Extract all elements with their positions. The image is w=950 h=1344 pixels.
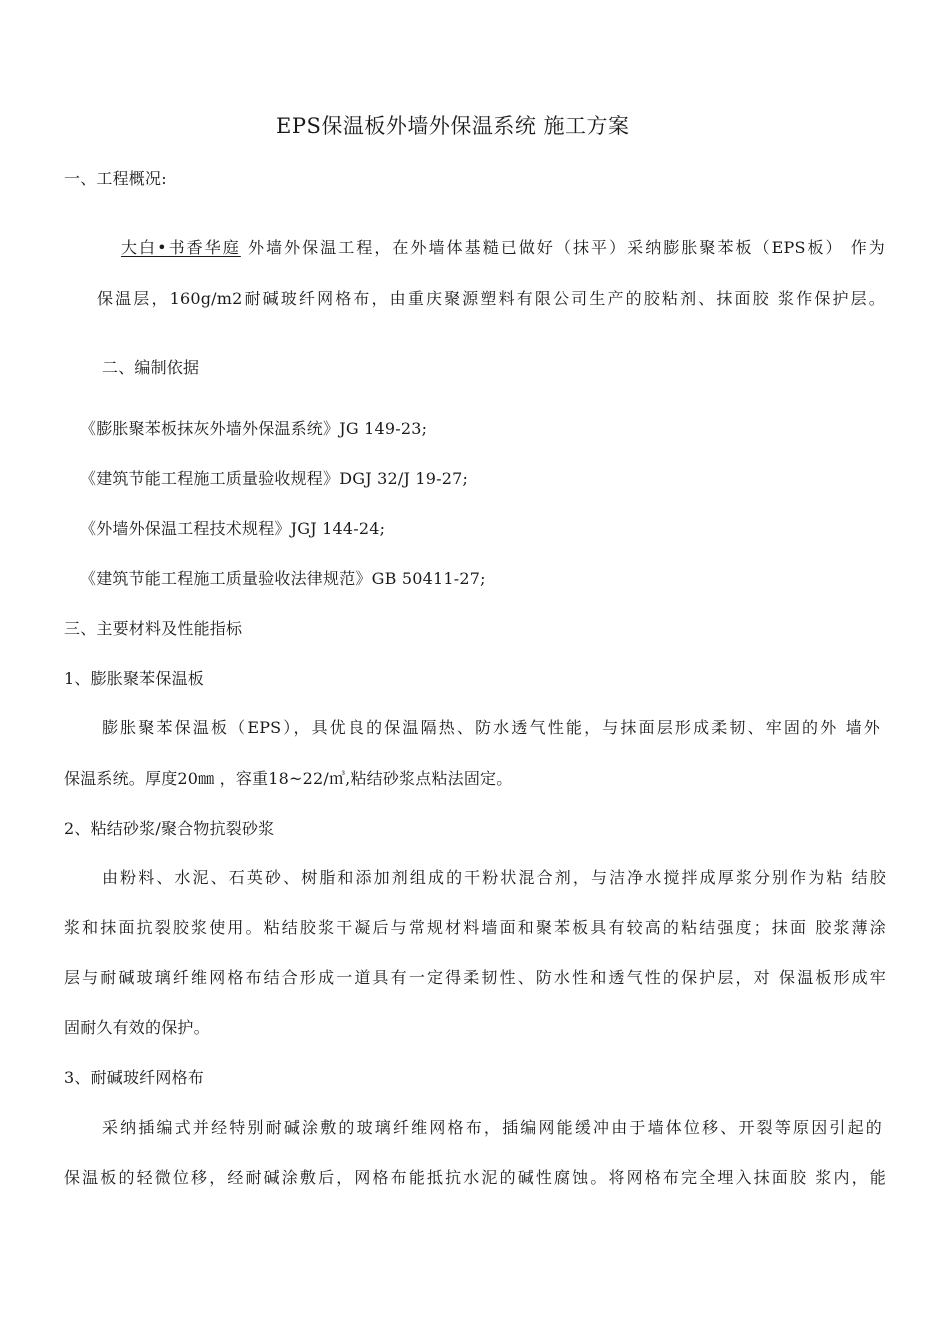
- overview-paragraph-line-1: [121, 237, 885, 259]
- reference-item: 《膨胀聚苯板抹灰外墙外保温系统》JG 149-23;: [80, 419, 428, 438]
- overview-line-1-text: 外墙外保温工程，在外墙体基糙已做好（抹平）采纳膨胀聚苯板（EPS板） 作为: [240, 238, 885, 257]
- mortar-paragraph-line: 固耐久有效的保护。: [64, 1018, 210, 1037]
- reference-item: 《建筑节能工程施工质量验收法律规范》GB 50411-27;: [80, 569, 486, 588]
- document-title: EPS保温板外墙外保温系统 施工方案: [276, 114, 630, 138]
- mesh-paragraph-line: 采纳插编式并经特别耐碱涂敷的玻璃纤维网格布，插编网能缓冲由于墙体位移、开裂等原因引起的: [102, 1118, 882, 1137]
- reference-item: 《外墙外保温工程技术规程》JGJ 144-24;: [80, 519, 386, 538]
- section-heading-materials: 三、主要材料及性能指标: [64, 619, 243, 638]
- material-heading-mortar: 2、粘结砂浆/聚合物抗裂砂浆: [64, 819, 275, 838]
- material-heading-mesh: 3、耐碱玻纤网格布: [64, 1068, 204, 1087]
- mesh-paragraph-line: 保温板的轻微位移，经耐碱涂敷后，网格布能抵抗水泥的碱性腐蚀。将网格布完全埋入抹面胶 浆内，能: [64, 1168, 886, 1187]
- eps-paragraph-line: 保温系统。厚度20㎜ ，容重18~22/㎥,粘结砂浆点粘法固定。: [64, 769, 513, 788]
- section-heading-basis: 二、编制依据: [102, 358, 200, 377]
- material-heading-eps: 1、膨胀聚苯保温板: [64, 669, 204, 688]
- mortar-paragraph-line: 由粉料、水泥、石英砂、树脂和添加剂组成的干粉状混合剂，与洁净水搅拌成厚浆分别作为粘 结胶: [102, 868, 886, 887]
- overview-paragraph-line-2: 保温层，160g/m2耐碱玻纤网格布，由重庆聚源塑料有限公司生产的胶粘剂、抹面胶 浆作保护层。: [97, 289, 885, 308]
- mortar-paragraph-line: 层与耐碱玻璃纤维网格布结合形成一道具有一定得柔韧性、防水性和透气性的保护层，对 保温板形成牢: [64, 968, 886, 987]
- mortar-paragraph-line: 浆和抹面抗裂胶浆使用。粘结胶浆干凝后与常规材料墙面和聚苯板具有较高的粘结强度；抹面 胶浆薄涂: [64, 918, 886, 937]
- reference-item: 《建筑节能工程施工质量验收规程》DGJ 32/J 19-27;: [80, 469, 469, 488]
- section-heading-overview: 一、工程概况:: [64, 169, 167, 188]
- project-name: 大白•书香华庭: [121, 238, 241, 257]
- eps-paragraph-line: 膨胀聚苯保温板（EPS），具优良的保温隔热、防水透气性能，与抹面层形成柔韧、牢固的外 墙外: [102, 718, 880, 737]
